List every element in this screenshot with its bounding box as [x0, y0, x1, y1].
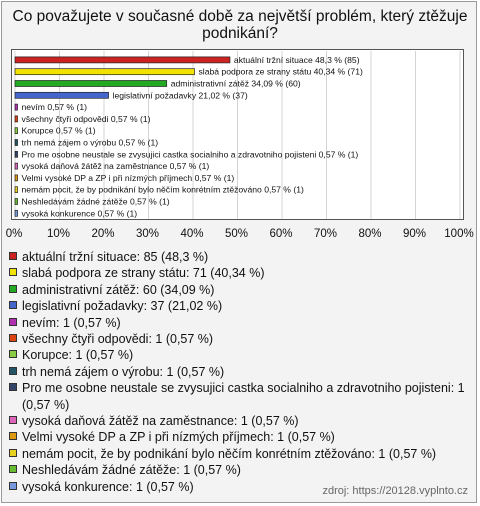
bar-label: nemám pocit, že by podnikání bylo něčím konrétním ztěžováno 0,57 % (1)	[21, 184, 304, 195]
bar	[15, 163, 18, 169]
bar	[15, 151, 18, 157]
bar-label: administrativní zátěž 34,09 % (60)	[170, 78, 301, 89]
bar-label: aktuální tržní situace 48,3 % (85)	[233, 54, 360, 65]
legend-item	[9, 347, 471, 363]
bar	[15, 92, 109, 98]
legend-item	[9, 282, 471, 298]
legend-swatch	[9, 318, 17, 326]
legend-label: vysoká daňová žátěž na zaměstnance: 1 (0,57 %)	[22, 414, 299, 429]
x-tick-label: 10%	[46, 228, 71, 240]
bar-label: slabá podpora ze strany státu 40,34 % (71)	[198, 66, 363, 77]
bar	[15, 175, 18, 181]
x-axis	[2, 224, 478, 244]
chart-title: Co považujete v současné době za největší problém, který ztěžuje podnikání?	[12, 8, 468, 42]
bar-label: nevím 0,57 % (1)	[21, 102, 87, 113]
legend-swatch	[9, 482, 17, 490]
legend-item	[9, 446, 471, 462]
legend-label: vysoká konkurence: 1 (0,57 %)	[22, 479, 194, 494]
legend-item	[9, 315, 471, 331]
legend-label: Neshledávám žádné zátěže: 1 (0,57 %)	[22, 463, 241, 478]
legend-swatch	[9, 252, 17, 260]
bar	[15, 210, 18, 216]
legend-label: Korupce: 1 (0,57 %)	[22, 348, 134, 363]
legend-item	[9, 249, 471, 265]
source-note: zdroj: https://20128.vyplnto.cz	[322, 485, 468, 497]
legend-swatch	[9, 449, 17, 457]
legend-swatch	[9, 268, 17, 276]
bar-label: všechny čtyři odpovědi 0,57 % (1)	[21, 113, 151, 124]
legend-item	[9, 364, 471, 380]
bar-label: Pro me osobne neustale se zvysujici castka socialniho a zdravotniho pojisteni 0,57 % (1)	[21, 149, 359, 160]
legend-swatch	[9, 416, 17, 424]
bar	[15, 128, 18, 134]
legend-swatch	[9, 432, 17, 440]
bar	[15, 69, 195, 75]
x-tick-label: 100%	[444, 228, 474, 240]
legend-item	[9, 429, 471, 445]
bar	[15, 140, 18, 146]
x-tick-label: 50%	[224, 228, 249, 240]
bar	[15, 104, 18, 110]
legend-label: Velmi vysoké DP a ZP i při nízmých příjmech: 1 (0,57 %)	[22, 430, 335, 445]
legend-swatch	[9, 367, 17, 375]
x-tick-label: 70%	[313, 228, 338, 240]
x-tick-label: 30%	[135, 228, 160, 240]
bar-label: legislativní požadavky 21,02 % (37)	[112, 90, 248, 101]
x-tick-label: 60%	[269, 228, 293, 240]
x-tick-label: 90%	[402, 228, 427, 240]
legend-label: trh nemá zájem o výrobu: 1 (0,57 %)	[22, 364, 225, 379]
bar	[15, 81, 167, 87]
bar-label: trh nemá zájem o výrobu 0,57 % (1)	[21, 137, 159, 148]
chart-panel	[1, 1, 477, 503]
x-tick-label: 80%	[358, 228, 382, 240]
x-tick-label: 20%	[91, 228, 115, 240]
legend-label: všechny čtyři odpovědi: 1 (0,57 %)	[22, 332, 214, 347]
legend-label: nevím: 1 (0,57 %)	[22, 315, 121, 330]
x-tick-label: 40%	[180, 228, 204, 240]
bar-label: vysoká konkurence 0,57 % (1)	[21, 208, 138, 219]
legend-label: administrativní zátěž: 60 (34,09 %)	[22, 282, 215, 297]
bar-label: Velmi vysoké DP a ZP i při nízmých příjmech 0,57 % (1)	[21, 172, 235, 183]
legend-item	[9, 462, 471, 478]
x-tick-label: 0%	[5, 228, 23, 240]
legend-label: Pro me osobne neustale se zvysujici castka socialniho a zdravotniho pojisteni: 1 (0,57 %)	[22, 381, 465, 412]
legend-label: nemám pocit, že by podnikání bylo něčím konrétním ztěžováno: 1 (0,57 %)	[22, 446, 437, 461]
legend-item	[9, 298, 471, 314]
legend-item	[9, 265, 471, 281]
bar-label: Korupce 0,57 % (1)	[21, 125, 96, 136]
legend-label: slabá podpora ze strany státu: 71 (40,34 %)	[22, 266, 265, 281]
bar	[15, 57, 230, 63]
bar	[15, 187, 18, 193]
bar-label: Neshledávám žádné zátěže 0,57 % (1)	[21, 196, 170, 207]
legend-item	[9, 413, 471, 429]
bar-chart-svg	[12, 50, 465, 221]
legend-swatch	[9, 465, 17, 473]
legend-swatch	[9, 334, 17, 342]
bar-label: vysoká daňová žátěž na zaměstnance 0,57 % (1)	[21, 161, 210, 172]
bar	[15, 199, 18, 205]
legend-item	[9, 380, 471, 413]
legend-label: aktuální tržní situace: 85 (48,3 %)	[22, 250, 209, 264]
plot-area	[11, 49, 464, 220]
legend-item	[9, 331, 471, 347]
bar	[15, 116, 18, 122]
legend-swatch	[9, 383, 17, 391]
legend-swatch	[9, 285, 17, 293]
legend-label: legislativní požadavky: 37 (21,02 %)	[22, 299, 223, 314]
legend	[9, 249, 471, 495]
legend-swatch	[9, 350, 17, 358]
legend-swatch	[9, 301, 17, 309]
